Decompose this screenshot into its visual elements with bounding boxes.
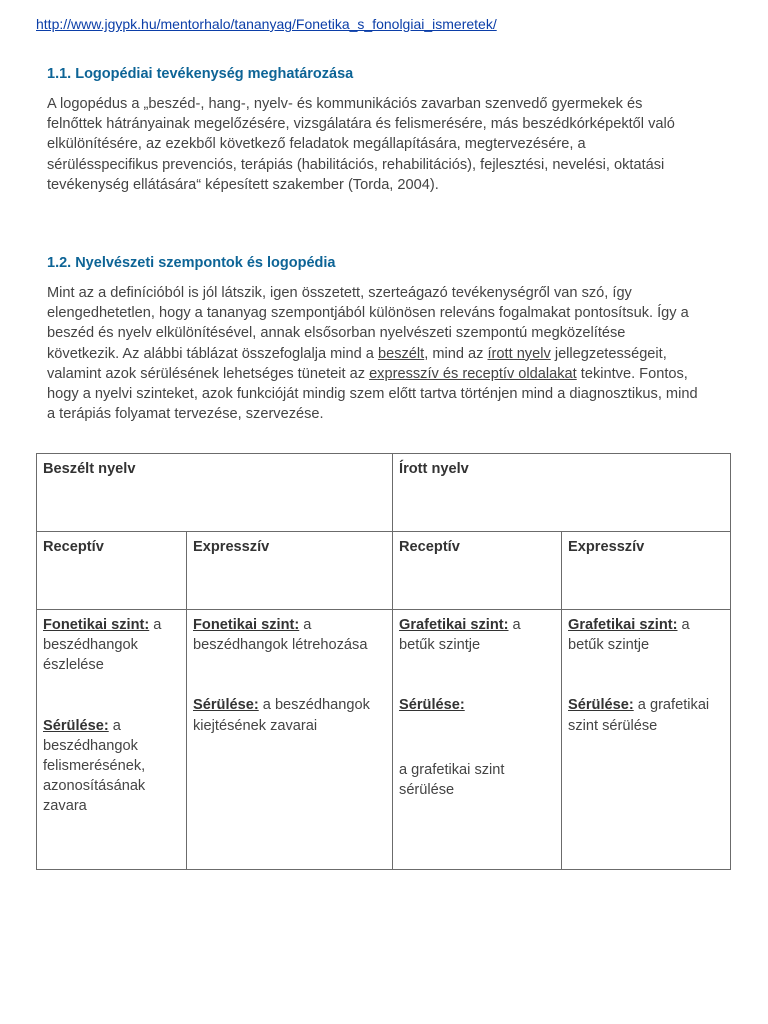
table-cell <box>393 610 562 870</box>
header-spoken-language: Beszélt nyelv <box>37 454 393 532</box>
level-line <box>193 615 386 635</box>
text: a <box>299 617 312 633</box>
text: a beszédhangok <box>258 697 370 714</box>
damage-label: Sérülése: <box>43 717 109 734</box>
text: a <box>508 617 521 633</box>
text: következik. Az alábbi táblázat összefoglalja mind a <box>47 345 378 362</box>
underlined-term: írott nyelv <box>487 345 551 362</box>
language-table <box>36 453 731 870</box>
underlined-term: expresszív és receptív oldalakat <box>369 365 577 382</box>
paragraph-line: hogy a nyelvi szinteket, azok funkcióját mindig szem előtt tartva történjen mind a diagnosztikus, mind <box>47 386 698 403</box>
paragraph-line: elkülönítésére, az ezekből következő feladatok megállapítására, megtervezésére, a <box>47 136 586 153</box>
desc-line: betűk szintje <box>568 637 650 654</box>
subheader-expressive: Expresszív <box>187 532 393 610</box>
subheader-receptive: Receptív <box>393 532 562 610</box>
text: a <box>149 617 162 633</box>
level-term: Fonetikai szint: <box>43 617 150 633</box>
desc-line: betűk szintje <box>399 637 481 654</box>
subheader-expressive: Expresszív <box>562 532 731 610</box>
section-1-paragraph <box>47 94 747 195</box>
level-term: Grafetikai szint: <box>399 617 509 633</box>
level-term: Grafetikai szint: <box>568 617 678 633</box>
damage-desc-line: beszédhangok <box>43 737 138 754</box>
damage-desc-line: a grafetikai szint <box>399 761 505 778</box>
text: jellegzetességeit, <box>550 345 667 362</box>
paragraph-line: A logopédus a „beszéd-, hang-, nyelv- és kommunikációs zavarban szenvedő gyermekek és <box>47 96 643 112</box>
damage-desc-line: felismerésének, <box>43 758 146 775</box>
header-written-language: Írott nyelv <box>393 454 731 532</box>
section-2-paragraph <box>47 283 747 424</box>
damage-label: Sérülése: <box>193 697 259 714</box>
paragraph-line: a terápiás folyamat tervezése, szervezése. <box>47 406 324 423</box>
table-row <box>37 610 731 870</box>
paragraph-line: elengedhetetlen, hogy a tananyag szempontjából különösen releváns fogalmakat pontosítsuk. Így a <box>47 305 689 322</box>
section-1-heading: 1.1. Logopédiai tevékenység meghatározása <box>47 66 354 82</box>
desc-line: beszédhangok <box>43 637 138 654</box>
damage-line <box>399 695 555 715</box>
damage-line <box>193 695 386 715</box>
level-line <box>43 615 180 635</box>
desc-line: észlelése <box>43 657 104 674</box>
text: valamint azok sérülésének lehetséges tüneteit az <box>47 365 370 382</box>
paragraph-line: felnőttek hátrányainak megelőzésére, vizsgálatára és felismerésére, más beszédkórképektől való <box>47 116 675 133</box>
source-link[interactable]: http://www.jgypk.hu/mentorhalo/tananyag/Fonetika_s_fonolgiai_ismeretek/ <box>36 16 497 32</box>
table-cell <box>562 610 731 870</box>
damage-desc-line: kiejtésének zavarai <box>193 717 318 734</box>
table-cell <box>37 610 187 870</box>
damage-label: Sérülése: <box>568 697 634 714</box>
section-2-heading: 1.2. Nyelvészeti szempontok és logopédia <box>47 255 336 271</box>
damage-desc-line: szint sérülése <box>568 717 658 734</box>
paragraph-line: tevékenység ellátására“ képesített szakember (Torda, 2004). <box>47 176 439 193</box>
level-line <box>568 615 724 635</box>
damage-desc-line: sérülése <box>399 781 455 798</box>
subheader-receptive: Receptív <box>37 532 187 610</box>
desc-line: beszédhangok létrehozása <box>193 637 368 654</box>
underlined-term: beszélt <box>377 345 425 362</box>
damage-line <box>568 695 724 715</box>
table-header-row <box>37 454 731 532</box>
table-cell <box>187 610 393 870</box>
text: a <box>108 717 121 734</box>
damage-line <box>43 716 180 736</box>
paragraph-line: beszéd és nyelv elkülönítésével, annak elsősorban nyelvészeti szempontú megközelítése <box>47 325 626 342</box>
paragraph-line: Mint az a definícióból is jól látszik, igen összetett, szerteágazó tevékenységről van szó, így <box>47 285 632 301</box>
paragraph-line: sérülésspecifikus prevenciós, terápiás (habilitációs, rehabilitációs), fejlesztési, nevelési, oktatási <box>47 156 665 173</box>
damage-desc-line: zavara <box>43 798 87 815</box>
text: a <box>677 617 690 633</box>
level-term: Fonetikai szint: <box>193 617 300 633</box>
level-line <box>399 615 555 635</box>
text: , mind az <box>424 345 488 362</box>
paragraph-line <box>47 344 747 364</box>
table-subheader-row <box>37 532 731 610</box>
paragraph-line <box>47 364 747 384</box>
damage-label: Sérülése: <box>399 697 465 714</box>
text: tekintve. Fontos, <box>576 365 688 382</box>
damage-desc-line: azonosításának <box>43 778 146 795</box>
text: a grafetikai <box>633 697 710 714</box>
